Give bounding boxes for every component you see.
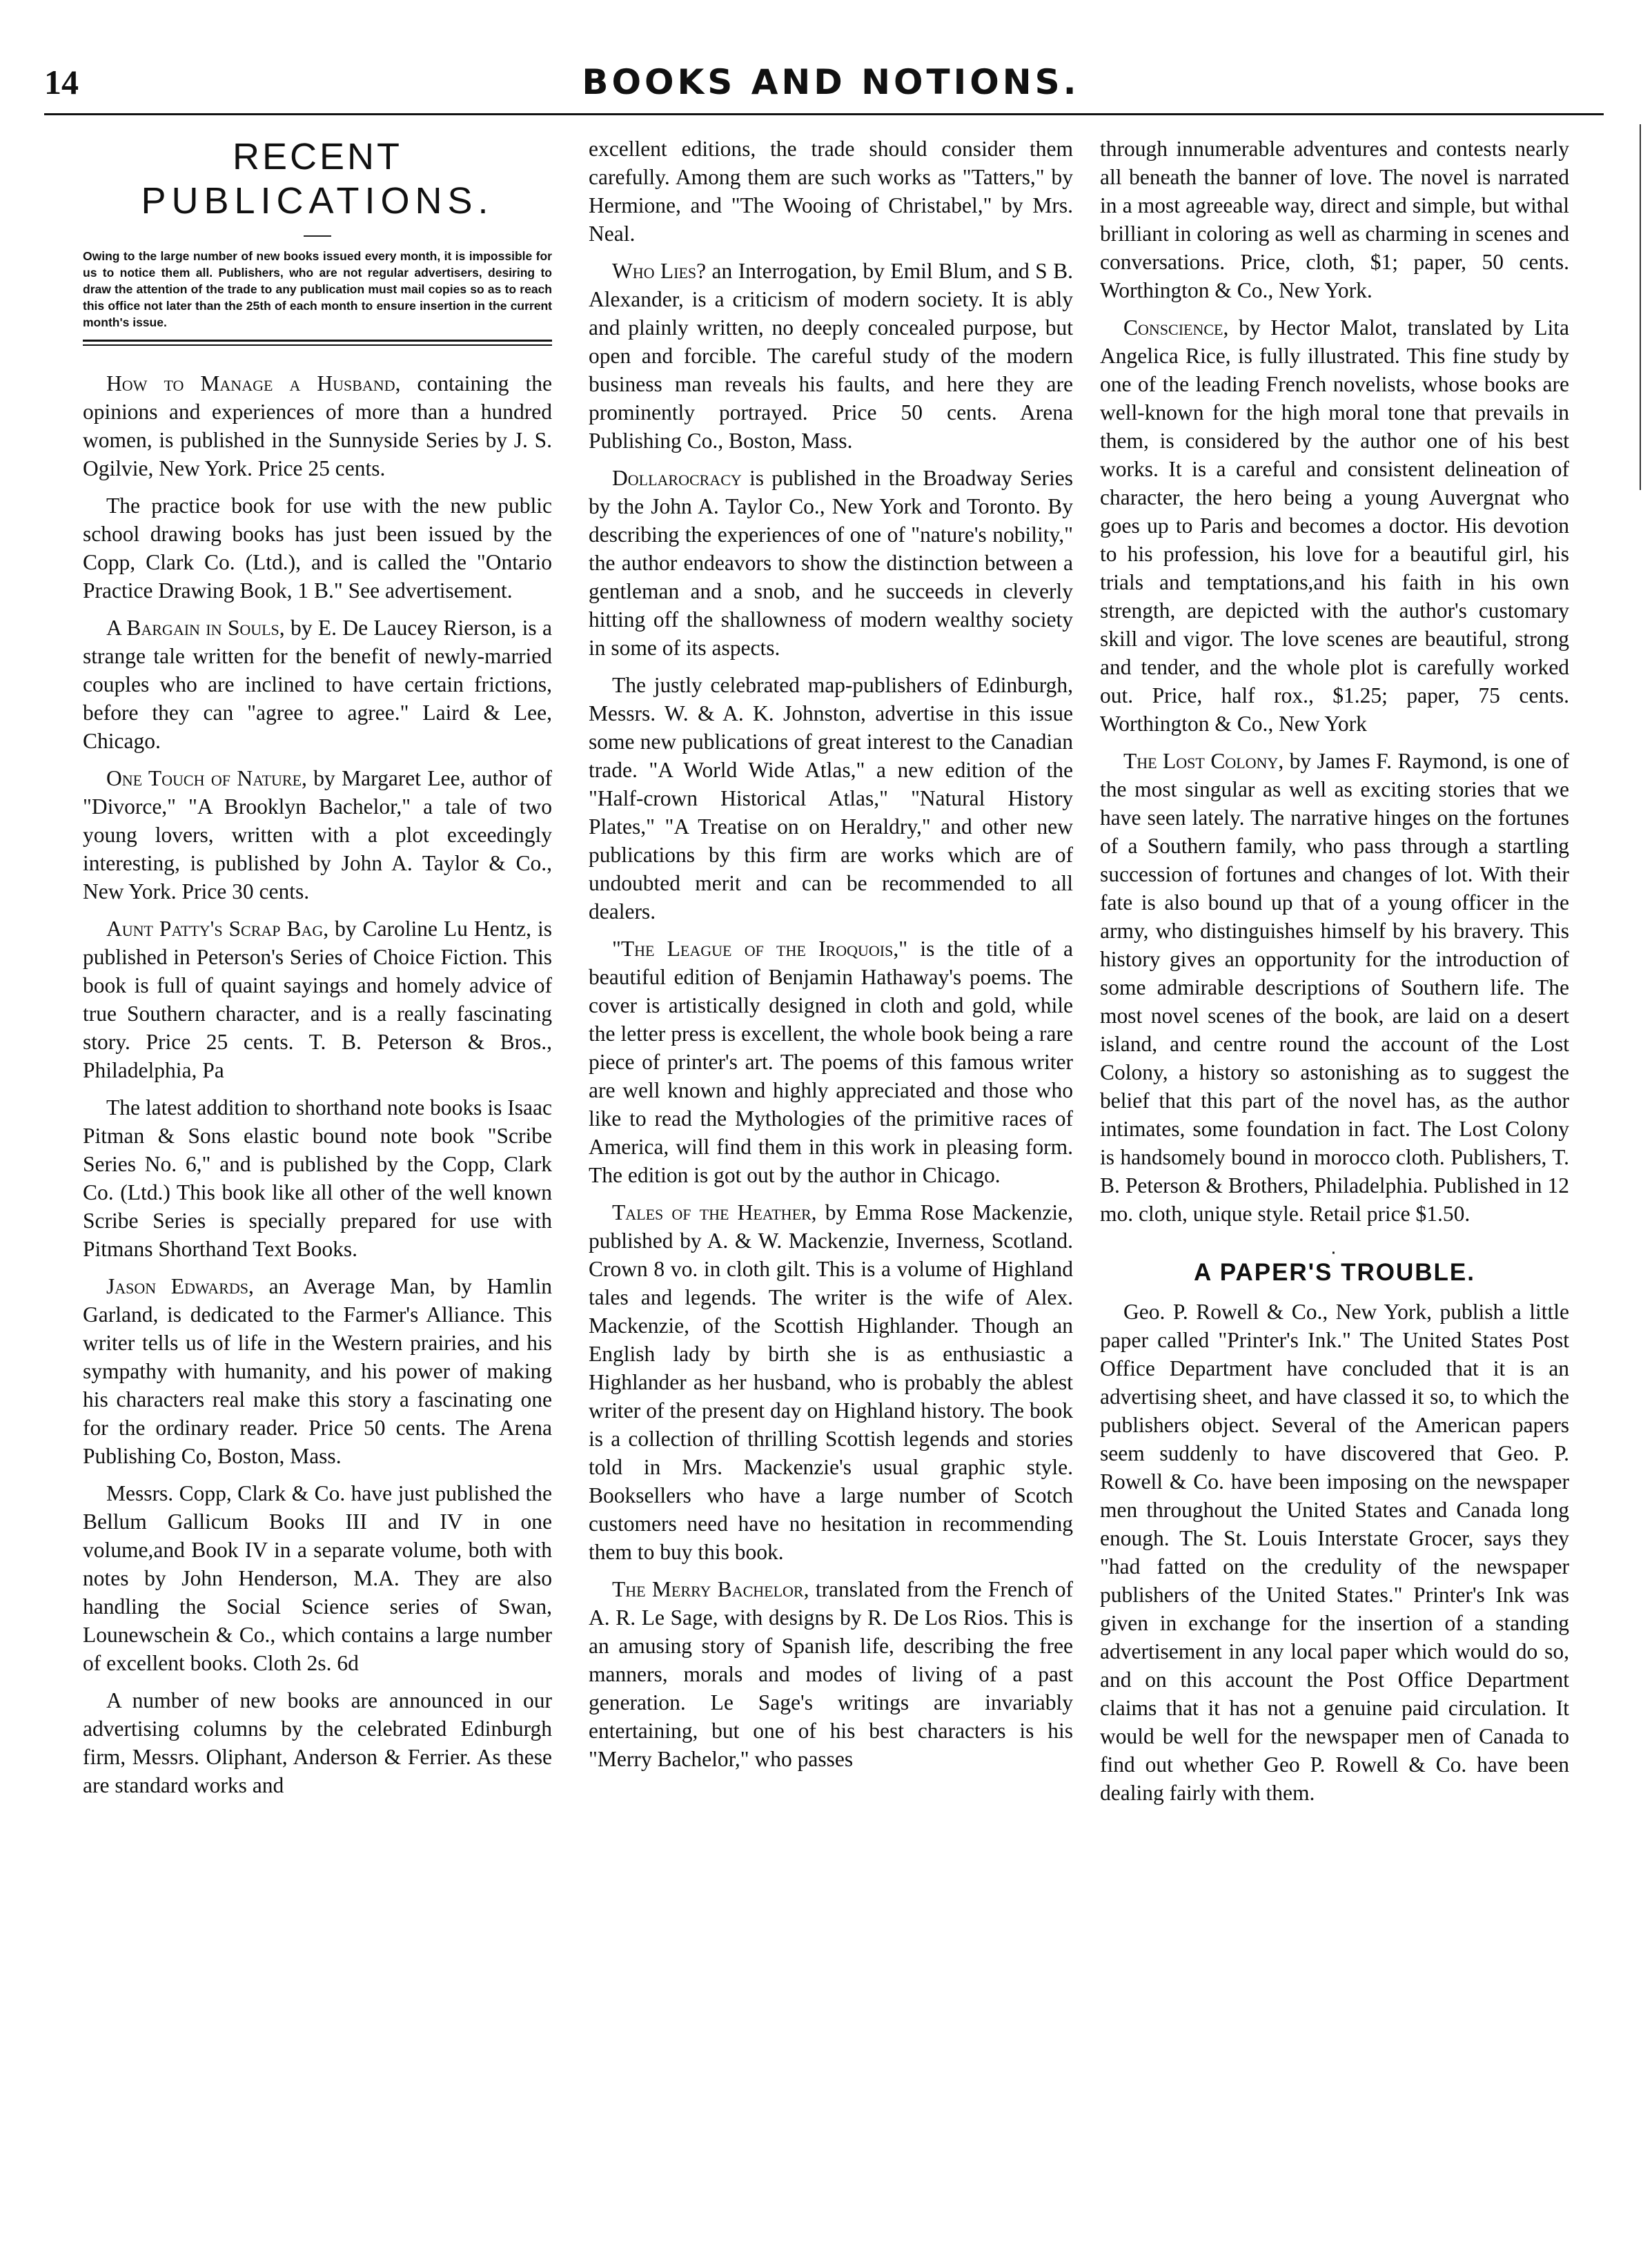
entry-lead: How to Manage a Husband,: [106, 371, 401, 395]
entry-new-books-announced: A number of new books are announced in our advertising columns by the celebrated Edinburgh firm, Messrs. Oliphant, Anderson & Ferrier. As these are standard works and: [83, 1688, 552, 1797]
entry-lead: Aunt Patty's Scrap Bag,: [106, 917, 329, 941]
entry-text: by James F. Raymond, is one of the most singular as well as exciting stories that we have seen lately. The narrative hinges on the fortunes of a Southern family, who pass through a startling succession of fortunes and changes of lot. With their fate is also bound up that of a young officer in the army, who distinguishes himself by his bravery. This history gives an opportunity for the introduction of some admirable descriptions of Southern life. The most novel scenes of the book, are laid on a desert island, and centre round the account of the Lost Colony, a history so astonishing as to suggest the belief that this part of the novel has, as the author intimates, some foundation in fact. The Lost Colony is handsomely bound in morocco cloth. Publishers, T. B. Peterson & Brothers, Philadelphia. Published in 12 mo. cloth, unique style. Retail price $1.50.: [1100, 749, 1569, 1226]
entry-lead: Conscience,: [1123, 315, 1229, 340]
entry-text: by Margaret Lee, author of "Divorce," "A Brooklyn Bachelor," a tale of two young lovers, written with a plot exceedingly interesting, is published by John A. Taylor & Co., New York. Price 30 cents.: [83, 766, 552, 903]
ornament: ·: [1331, 1246, 1338, 1261]
entry-lead: Who Lies?: [612, 259, 707, 283]
entry-bellum-gallicum: Messrs. Copp, Clark & Co. have just published the Bellum Gallicum Books III and IV in one volume,and Book IV in a separate volume, both with notes by John Henderson, M.A. They are also handling the Social Science series of Swan, Lounewschein & Co., which contains a large number of excellent books. Cloth 2s. 6d: [83, 1481, 552, 1675]
column-2: [589, 135, 1073, 1782]
page-number: 14: [44, 63, 79, 101]
section-title: [83, 135, 552, 223]
section-title-line-2: PUBLICATIONS.: [141, 180, 494, 222]
entry-text: by Caroline Lu Hentz, is published in Peterson's Series of Choice Fiction. This book is full of quaint sayings and homely advice of true Southern character, and is a really fascinating story. Price 25 cents. T. B. Peterson & Bros., Philadelphia, Pa: [83, 917, 552, 1082]
entry-how-to-manage-a-husband: [83, 369, 552, 482]
entry-tales-of-the-heather: [589, 1198, 1073, 1566]
column-3: [1100, 135, 1569, 1816]
entry-text: by Emma Rose Mackenzie, published by A. & W. Mackenzie, Inverness, Scotland. Crown 8 vo. in cloth gilt. This is a volume of Highland tales and legends. The writer is the wife of Alex. Mackenzie, of the Scottish Highlander. Though an English lady by birth she is as enthusiastic a Highlander as her husband, who is probably the ablest writer of the present day on Highland history. The book is a collection of thrilling Scottish legends and stories told in Mrs. Mackenzie's usual graphic style. Booksellers who have a large number of Scotch customers need have no hesitation in recommending them to buy this book.: [589, 1200, 1073, 1564]
entry-lead: "The League of the Iroquois,": [612, 937, 908, 961]
entry-jason-edwards: [83, 1272, 552, 1470]
short-rule: [304, 235, 331, 237]
entry-conscience: [1100, 313, 1569, 738]
entry-shorthand-note-book: The latest addition to shorthand note books is Isaac Pitman & Sons elastic bound note book "Scribe Series No. 6," and is published by the Copp, Clark Co. (Ltd.) This book like all other of the well known Scribe Series is specially prepared for use with Pitmans Shorthand Text Books.: [83, 1095, 552, 1261]
entry-merry-bachelor: [589, 1575, 1073, 1773]
entry-text: an Average Man, by Hamlin Garland, is dedicated to the Farmer's Alliance. This writer tells us of life in the Western prairies, and his sympathy with humanity, and his power of making his characters real make this story a fascinating one for the ordinary reader. Price 50 cents. The Arena Publishing Co, Boston, Mass.: [83, 1274, 553, 1468]
entry-practice-drawing-book: The practice book for use with the new public school drawing books has just been issued by the Copp, Clark Co. (Ltd.), and is called the "Ontario Practice Drawing Book, 1 B." See advertisement.: [83, 494, 552, 603]
entry-text: by Hector Malot, translated by Lita Angelica Rice, is fully illustrated. This fine study by one of the leading French novelists, whose books are well-known for the high moral tone that prevails in them, is considered by the author one of his best works. It is a careful and consistent delineation of character, the hero being a young Auvergnat who goes up to Paris and becomes a doctor. His devotion to his profession, his love for a beautiful girl, his trials and temptations,and his faith in his own strength, are depicted with the author's customary skill and vigor. The love scenes are beautiful, strong and tender, and the whole plot is carefully worked out. Price, half rox., $1.25; paper, 75 cents. Worthington & Co., New York: [1100, 315, 1569, 736]
entry-lead: The Merry Bachelor,: [612, 1577, 809, 1601]
article-heading-text: A PAPER'S TROUBLE.: [1194, 1259, 1475, 1286]
publishers-notice: Owing to the large number of new books issued every month, it is impossible for us to notice them all. Publishers, who are not regular advertisers, desiring to draw the attention of the trade to any publication must mail copies so as to reach this office not later than the 25th of each month to ensure insertion in the current month's issue.: [83, 249, 552, 329]
entry-text: is the title of a beautiful edition of Benjamin Hathaway's poems. The cover is artistically designed in cloth and gold, while the letter press is excellent, the whole book being a rare piece of printer's art. The poems of this famous writer are well known and highly appreciated and those who like to read the Mythologies of the primitive races of America, will find them in this work in pleasing form. The edition is got out by the author in Chicago.: [589, 937, 1073, 1187]
page-edge-rule: [1640, 124, 1641, 490]
column-1: [83, 135, 552, 1808]
entry-dollarocracy: [589, 464, 1073, 662]
entry-text: translated from the French of A. R. Le Sage, with designs by R. De Los Rios. This is an amusing story of Spanish life, describing the free manners, morals and modes of living of a past generation. Le Sage's writings are invariably entertaining, but one of his best characters is his "Merry Bachelor," who passes: [589, 1577, 1074, 1771]
entry-aunt-pattys-scrap-bag: [83, 915, 552, 1084]
running-head: [44, 62, 1617, 110]
article-papers-trouble: Geo. P. Rowell & Co., New York, publish a little paper called "Printer's Ink." The United States Post Office Department have concluded that it is an advertising sheet, and have classed it so, to which the publishers object. Several of the American papers seem suddenly to have discovered that Geo. P. Rowell & Co. have been imposing on the newspaper men throughout the United States and Canada long enough. The St. Louis Interstate Grocer, says they "had fatted on the credulity of the newspaper publishers of the United States." Printer's Ink was given in exchange for the insertion of a standing advertisement in any local paper which would do so, and on this account the Post Office Department claims that it has not a genuine paid circulation. It would be well for the newspaper men of Canada to find out whether Geo P. Rowell & Co. have been dealing fairly with them.: [1100, 1300, 1569, 1805]
entry-bargain-in-souls: [83, 614, 552, 755]
section-title-line-1: RECENT: [232, 136, 402, 177]
entry-johnston-map-publishers: The justly celebrated map-publishers of Edinburgh, Messrs. W. & A. K. Johnston, advertise in this issue some new publications of great interest to the Canadian trade. "A World Wide Atlas," a new edition of the "Half-crown Historical Atlas," "Natural History Plates," "A Treatise on on Heraldry," and other new publications by this firm are works which are of undoubted merit and can be recommended to all dealers.: [589, 673, 1073, 924]
entry-lead: Jason Edwards,: [106, 1274, 254, 1298]
entry-lead: The Lost Colony,: [1123, 749, 1284, 773]
entry-league-of-the-iroquois: [589, 935, 1073, 1189]
entry-lead: Dollarocracy: [612, 466, 742, 490]
continued-paragraph: through innumerable adventures and contests nearly all beneath the banner of love. The novel is narrated in a most agreeable way, direct and simple, but withal brilliant in coloring as well as charming in scenes and conversations. Price, cloth, $1; paper, 50 cents. Worthington & Co., New York.: [1100, 137, 1569, 302]
double-rule: [83, 340, 552, 346]
entry-one-touch-of-nature: [83, 764, 552, 906]
entry-text: is published in the Broadway Series by the John A. Taylor Co., New York and Toronto. By describing the experiences of one of "nature's nobility," the author endeavors to show the distinction between a gentleman and a snob, and he succeeds in cleverly hitting off the shallowness of modern wealthy society in some of its aspects.: [589, 466, 1073, 660]
entry-lead: Tales of the Heather,: [612, 1200, 817, 1224]
continued-paragraph: excellent editions, the trade should consider them carefully. Among them are such works as "Tatters," by Hermione, and "The Wooing of Christabel," by Mrs. Neal.: [589, 137, 1073, 246]
entry-text: containing the opinions and experiences of more than a hundred women, is published in the Sunnyside Series by J. S. Ogilvie, New York. Price 25 cents.: [83, 371, 552, 480]
entry-text: by E. De Laucey Rierson, is a strange tale written for the benefit of newly-married couples who are inclined to have certain frictions, before they can "agree to agree." Laird & Lee, Chicago.: [83, 616, 552, 753]
entry-lead: One Touch of Nature,: [106, 766, 307, 790]
entry-lead: A Bargain in Souls,: [106, 616, 285, 640]
entry-lost-colony: [1100, 747, 1569, 1228]
entry-text: an Interrogation, by Emil Blum, and S B. Alexander, is a criticism of modern society. It is ably and plainly written, no deeply concealed purpose, but open and forcible. The careful study of the modern business man reveals his faults, and here they are prominently portrayed. Price 50 cents. Arena Publishing Co., Boston, Mass.: [589, 259, 1073, 453]
entry-who-lies: [589, 257, 1073, 455]
article-heading: [1100, 1246, 1569, 1287]
header-rule: [44, 113, 1604, 115]
journal-title: BOOKS AND NOTIONS.: [582, 62, 1080, 102]
